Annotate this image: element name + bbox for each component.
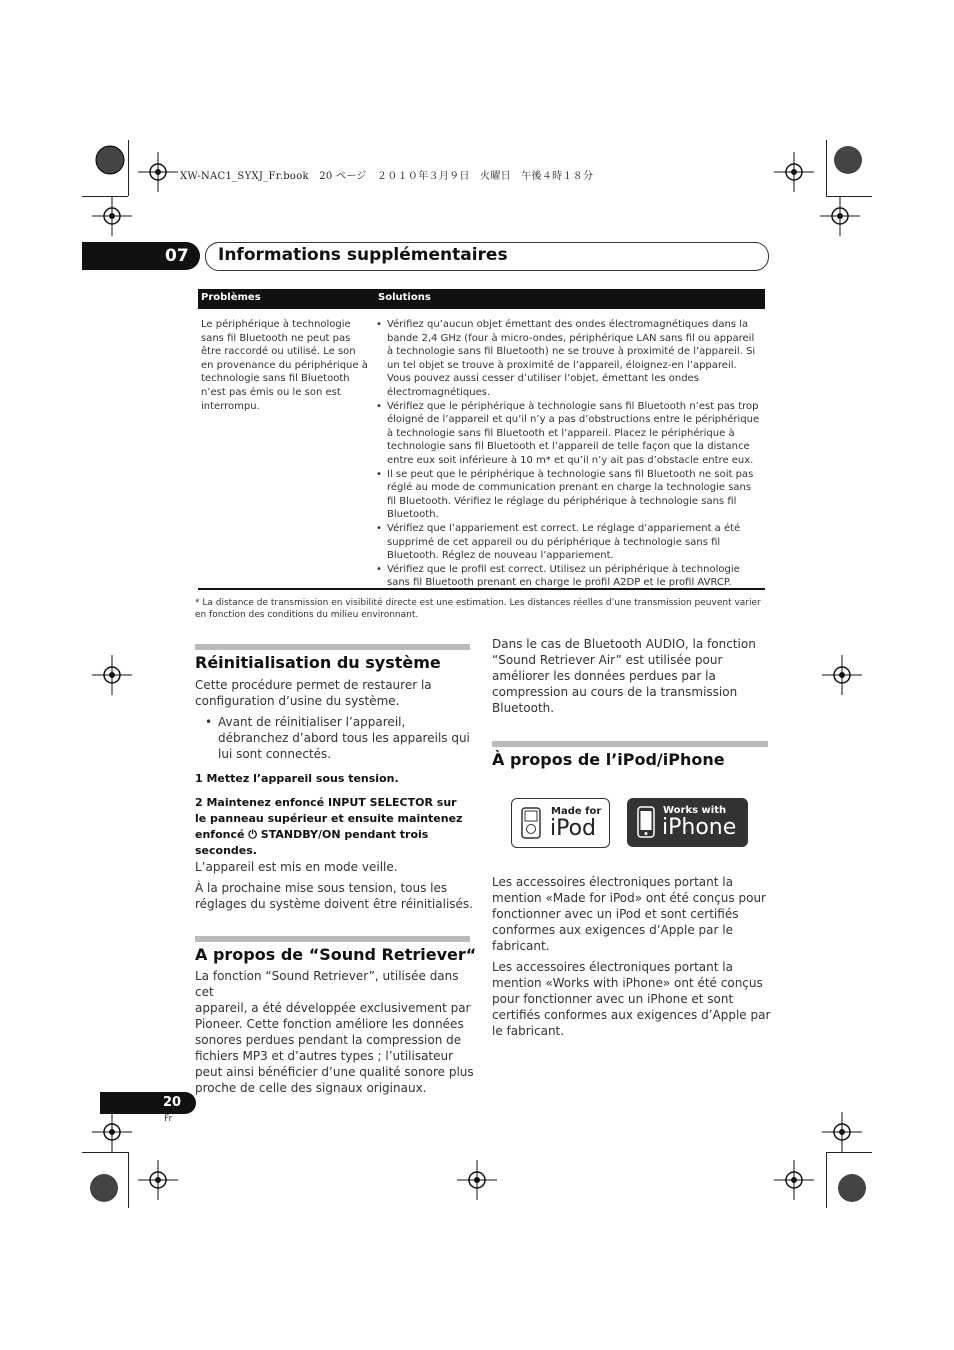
solution-item: • Vérifiez que le périphérique à technologie sans fil Bluetooth n’est pas trop éloigné de l’appareil et qu’il n’y a pas d’obstructions entre le périphérique à technologie sans fil Bluetooth et l’appareil. Placez le périphérique à technologie sans fil Bluetooth et l’appareil de telle façon que la distance entre eux soit inférieure à 10 m* et qu’il n’y ait pas d’obstacle entre eux. (376, 400, 762, 468)
badge-iphone: iPhone (662, 815, 737, 840)
crop-mark (128, 1152, 129, 1208)
table-header (198, 289, 765, 309)
table-row (198, 309, 765, 589)
chapter-title: Informations supplémentaires (218, 245, 508, 265)
section-title-reset: Réinitialisation du système (195, 653, 441, 672)
registration-mark-icon (84, 1168, 124, 1208)
crop-mark (82, 196, 128, 197)
reset-bullet (205, 714, 473, 762)
section-rule (492, 741, 768, 747)
solution-item: • Vérifiez que l’appariement est correct. Le réglage d’appariement a été supprimé de cet appareil ou du périphérique à technologie sans fil Bluetooth. Réglez de nouveau l’appariement. (376, 522, 762, 563)
works-with-iphone-badge (627, 798, 748, 847)
section-title-ipod: À propos de l’iPod/iPhone (492, 750, 725, 769)
reset-bullet-text: Avant de réinitialiser l’appareil, débranchez d’abord tous les appareils qui lui sont connectés. (218, 715, 470, 761)
reset-step-1: 1 Mettez l’appareil sous tension. (195, 772, 399, 785)
registration-mark-icon (90, 140, 130, 180)
crop-mark (826, 1152, 827, 1208)
solution-item: • Il se peut que le périphérique à technologie sans fil Bluetooth ne soit pas réglé au mode de communication prenant en charge la technologie sans fil Bluetooth. Vérifiez le réglage du périphérique à technologie sans fil Bluetooth. (376, 468, 762, 522)
section-rule (195, 936, 470, 942)
problem-cell: Le périphérique à technologie sans fil Bluetooth ne peut pas être raccordé ou utilisé. Le son en provenance du périphérique à technologie sans fil Bluetooth n’est pas émis ou le son est interrompu. (201, 319, 368, 412)
solution-item: • Vérifiez que le profil est correct. Utilisez un périphérique à technologie sans fil Bluetooth prenant en charge le profil A2DP et le profil AVRCP. (376, 563, 762, 590)
header-problems: Problèmes (201, 292, 261, 303)
file-info-line: XW-NAC1_SYXJ_Fr.book 20 ページ ２０１０年３月９日 火曜日 午後４時１８分 (180, 171, 594, 182)
table-bottom-rule (198, 588, 765, 590)
badge-ipod: iPod (550, 816, 597, 841)
badge-made-for: Made for (551, 806, 602, 817)
page-number: 20 (163, 1095, 182, 1110)
section-rule (195, 644, 470, 650)
reset-result-2: À la prochaine mise sous tension, tous les réglages du système doivent être réinitialisés. (195, 881, 473, 911)
sound-retriever-text: La fonction “Sound Retriever”, utilisée dans cet appareil, a été développée exclusivement par Pioneer. Cette fonction améliore les données sonores perdues pendant la compression de fichiers MP3 et d’autres types ; l’utilisateur peut ainsi bénéficier d’une qualité sonore plus proche de celle des signaux originaux. (195, 969, 474, 1095)
bullet-dot: • (205, 715, 213, 729)
crosshair-icon (138, 152, 178, 192)
made-for-ipod-badge (511, 798, 610, 848)
crosshair-icon (820, 196, 860, 236)
crosshair-icon (774, 1160, 814, 1200)
crosshair-icon (92, 196, 132, 236)
crosshair-icon (774, 152, 814, 192)
crosshair-icon (822, 1112, 862, 1152)
chapter-number: 07 (165, 246, 189, 266)
chapter-number-badge (82, 242, 200, 270)
section-title-sound-retriever: A propos de “Sound Retriever“ (195, 945, 477, 964)
crop-mark (128, 140, 129, 196)
table-footnote: * La distance de transmission en visibilité directe est une estimation. Les distances réelles d’une transmission peuvent varier en fonction des conditions du milieu environnant. (195, 598, 761, 620)
page-number-badge (100, 1092, 196, 1114)
iphone-icon (637, 806, 655, 838)
header-solutions: Solutions (378, 292, 431, 303)
solution-item: • Vérifiez qu’aucun objet émettant des ondes électromagnétiques dans la bande 2,4 GHz (four à micro-ondes, périphérique LAN sans fil ou appareil à technologie sans fil Bluetooth) ne se trouve à proximité de l’appareil. Si un tel objet se trouve à proximité de l’appareil, éloignez-en l’appareil. Vous pouvez aussi cesser d’utiliser l’objet, émettant les ondes électromagnétiques. (376, 318, 762, 400)
troubleshooting-table (198, 289, 765, 589)
ipod-text-1: Les accessoires électroniques portant la mention «Made for iPod» ont été conçus pour fonctionner avec un iPod et sont certifiés conformes aux exigences d’Apple par le fabricant. (492, 875, 766, 953)
crosshair-icon (92, 1112, 132, 1152)
page-language: Fr (164, 1114, 173, 1124)
crop-mark (826, 1152, 872, 1153)
reset-intro: Cette procédure permet de restaurer la configuration d’usine du système. (195, 678, 432, 708)
ipod-text-2: Les accessoires électroniques portant la mention «Works with iPhone» ont été conçus pour fonctionner avec un iPhone et sont certifiés conformes aux exigences d’Apple par le fabricant. (492, 960, 771, 1038)
sound-retriever-air-text: Dans le cas de Bluetooth AUDIO, la fonction “Sound Retriever Air” est utilisée pour améliorer les données perdues par la compression au cours de la transmission Bluetooth. (492, 637, 756, 715)
crosshair-icon (92, 655, 132, 695)
badge-works-with: Works with (663, 805, 727, 816)
crop-mark (826, 196, 872, 197)
reset-step-2: 2 Maintenez enfoncé INPUT SELECTOR sur le panneau supérieur et ensuite maintenez enfoncé ⏻ STANDBY/ON pendant trois secondes. (195, 796, 463, 857)
registration-mark-icon (828, 140, 868, 180)
crosshair-icon (822, 655, 862, 695)
crosshair-icon (138, 1160, 178, 1200)
registration-mark-icon (832, 1168, 872, 1208)
crop-mark (826, 140, 827, 196)
ipod-icon (521, 807, 541, 839)
solutions-cell (376, 318, 762, 590)
crosshair-icon (457, 1160, 497, 1200)
reset-result-1: L’appareil est mis en mode veille. (195, 860, 398, 874)
chapter-title-bar (205, 242, 769, 271)
crop-mark (82, 1152, 128, 1153)
